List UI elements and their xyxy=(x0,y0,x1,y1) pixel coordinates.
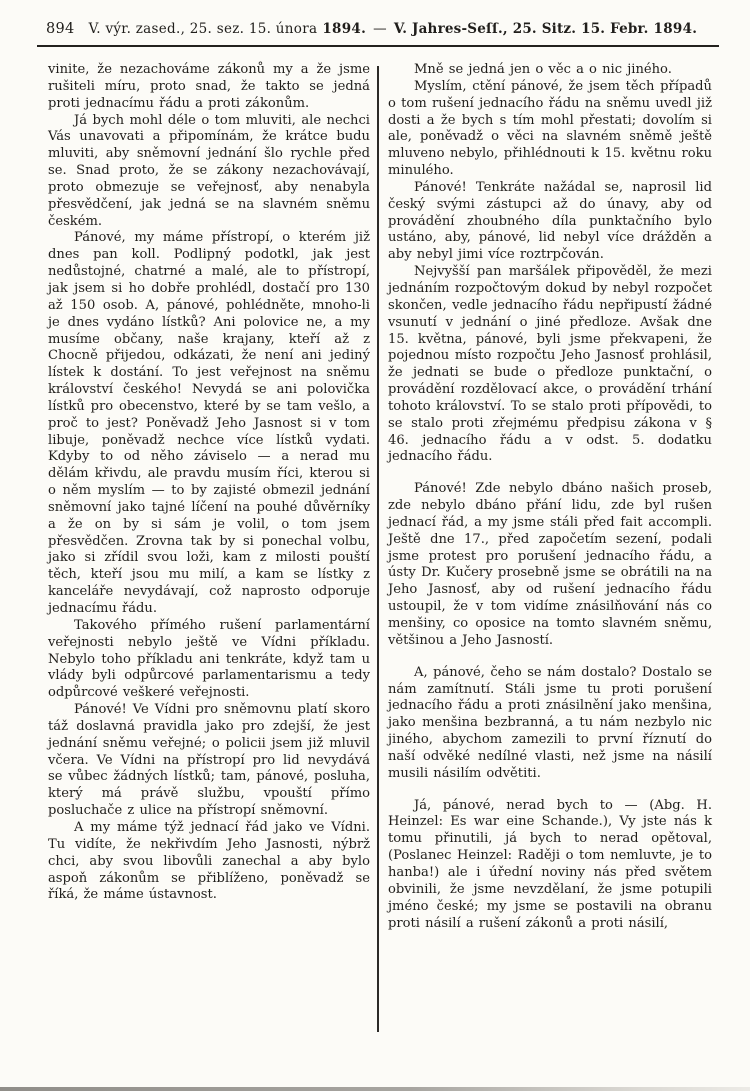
header-czech-session: V. výr. zased., 25. sez. 15. února xyxy=(88,21,318,37)
paragraph: Pánové! Ve Vídni pro sněmovnu platí skoro táž doslavná pravidla jako pro zdejší, že jest jednání sněmu veřejné; o policii jsem již mluvil včera. Ve Vídni na přístropí pro lid nevydává se vůbec žádných lístků; tam, pánové, posluha, který má právě službu, vpouští přímo posluchače z ulice na přístropí sněmovní. xyxy=(48,702,370,819)
header-german-session: V. Jahres-Seſſ., 25. Sitz. 15. Febr. xyxy=(393,21,649,37)
paragraph: Pánové, my máme přístropí, o kterém již dnes pan koll. Podlipný podotkl, jak jest nedůstojné, chatrné a malé, ale to přístropí, jak jsem si ho dobře prohlédl, dostačí pro 130 až 150 osob. A, pánové, pohlédněte, mnoho-li je dnes vydáno lístků? Ani polovice ne, a my musíme občany, naše krajany, kteří až z Chocně přijedou, odkázati, že není ani jediný lístek k dostání. To jest veřejnost na sněmu království českého! Nevydá se ani polovička lístků pro obecenstvo, které by se tam vešlo, a proč to jest? Poněvadž Jeho Jasnost si v tom libuje, poněvadž nechce více lístků vydati. Kdyby to od něho záviselo — a nerad mu dělám křivdu, ale pravdu musím říci, kterou si o něm myslím — to by zajisté obmezil jednání sněmovní jako tajné líčení na pouhé důvěrníky a že on by si sám je volil, o tom jsem přesvědčen. Zrovna tak by si ponechal volbu, jako si zřídil svou loži, kam z milosti pouští těch, kteří jsou mu milí, a kam se lístky z kanceláře nevydávají, což naprosto odporuje jednacímu řádu. xyxy=(48,230,370,616)
paragraph: A my máme týž jednací řád jako ve Vídni. Tu vidíte, že nekřivdím Jeho Jasnosti, nýbrž chci, aby svou libovůli zanechal a aby bylo aspoň zákonům se přiblíženo, poněvadž se říká, že máme ústavnost. xyxy=(48,819,370,903)
paragraph: Pánové! Zde nebylo dbáno našich proseb, zde nebylo dbáno přání lidu, zde byl rušen jednací řád, a my jsme stáli před fait accompli. Ještě dne 17., před započetím sezení, podali jsme protest pro porušení jednacího řádu, a ústy Dr. Kučery prosebně jsme se obrátili na na Jeho Jasnosť, aby od rušení jednacího řádu ustoupil, že v tom vidíme znásilňování nás co menšiny, co oposice na tomto slavném sněmu, většinou a Jeho Jasností. xyxy=(388,481,712,648)
text-columns xyxy=(48,62,712,932)
left-column xyxy=(48,62,370,932)
running-header xyxy=(46,21,716,37)
header-german-year: 1894. xyxy=(653,21,698,37)
right-column xyxy=(388,62,712,932)
page-number: 894 xyxy=(46,21,75,37)
paragraph: Pánové! Tenkráte nažádal se, naprosil lid český svými zástupci až do únavy, aby od provádění zhoubného díla punktačního bylo ustáno, aby, pánové, lid nebyl více drážděn a aby nebyl jimi více roztrpčován. xyxy=(388,179,712,263)
header-separator: — xyxy=(373,21,387,37)
header-czech-year: 1894. xyxy=(322,21,367,37)
paragraph: Nejvyšší pan maršálek připověděl, že mezi jednáním rozpočtovým dokud by nebyl rozpočet skončen, vedle jednacího řádu nepřipustí žádné vsunutí v jednání o jiné předloze. Avšak dne 15. května, pánové, byli jsme překvapeni, že pojednou místo rozpočtu Jeho Jasnosť prohlásil, že jednati se bude o předloze punktační, o provádění rozdělovací akce, o provádění trhání tohoto království. To se stalo proti přípovědi, to se stalo proti zřejmému předpisu zákona v § 46. jednacího řádu a v odst. 5. dodatku jednacího řádu. xyxy=(388,264,712,465)
paragraph: A, pánové, čeho se nám dostalo? Dostalo se nám zamítnutí. Stáli jsme tu proti porušení jednacího řádu a proti znásilnění jako menšina, jako menšina bezbranná, a tu nám nezbylo nic jiného, abychom zamezili to první říznutí do naší odvěké nedílné vlasti, než jsme na násilí musili násilím odvětiti. xyxy=(388,664,712,781)
paragraph: Mně se jedná jen o věc a o nic jiného. xyxy=(414,62,672,77)
paragraph: Já, pánové, nerad bych to — (Abg. H. Heinzel: Es war eine Schande.), Vy jste nás k tomu přinutili, já bych to nerad opětoval, (Poslanec Heinzel: Raději o tom nemluvte, je to hanba!) ale i úřední noviny nás před světem obvinili, že jsme nevzdělaní, že jsme potupili jméno české; my jsme se postavili na obranu proti násilí a rušení zákonů a proti násilí, xyxy=(388,797,712,931)
paragraph: Myslím, ctění pánové, že jsem těch případů o tom rušení jednacího řádu na sněmu uvedl již dosti a že bych s tím mohl přestati; dovolím si ale, poněvadž o věci na slavném sněmě ještě mluveno nebylo, přihlédnouti k 15. květnu roku minulého. xyxy=(388,78,712,179)
paragraph: vinite, že nezachováme zákonů my a že jsme rušiteli míru, proto snad, že takto se jedná proti jednacímu řádu a proti zákonům. xyxy=(48,62,370,111)
scan-edge-artifact xyxy=(0,1087,750,1091)
paragraph: Já bych mohl déle o tom mluviti, ale nechci Vás unavovati a připomínám, že krátce budu mluviti, aby sněmovní jednání šlo rychle před se. Snad proto, že se zákony nezachovávají, proto obmezuje se veřejnosť, aby nenabyla přesvědčení, jak jedná se na slavném sněmu českém. xyxy=(48,112,370,229)
paragraph: Takového přímého rušení parlamentární veřejnosti nebylo ještě ve Vídni příkladu. Nebylo toho příkladu ani tenkráte, když tam u vlády byli odpůrcové parlamentarismu a tedy odpůrcové veškeré veřejnosti. xyxy=(48,617,370,701)
header-rule xyxy=(37,45,719,47)
